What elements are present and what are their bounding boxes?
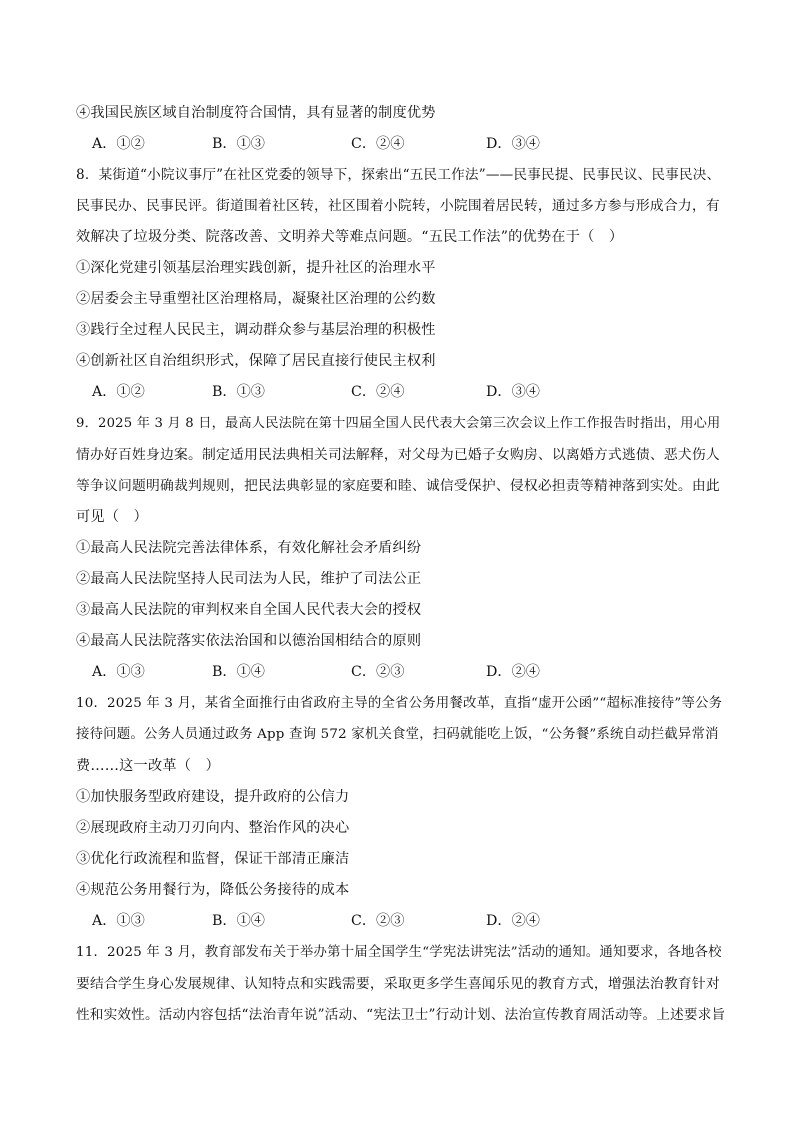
- q9-stem-line-3: 等争议问题明确裁判规则，把民法典彰显的家庭要和睦、诚信受保护、侵权必担责等精神落到实处。由此: [76, 478, 720, 494]
- q8-stem-line-1: 8．某街道“小院议事厅”在社区党委的领导下，探索出“五民工作法”——民事民提、民事民议、民事民决、: [76, 167, 721, 183]
- q9-stem-line-1: 9．2025 年 3 月 8 日，最高人民法院在第十四届全国人民代表大会第三次会议上作工作报告时指出，用心用: [76, 416, 721, 431]
- option-d: D．③④: [486, 384, 540, 400]
- q8-statement-3: ③践行全过程人民民主，调动群众参与基层治理的积极性: [76, 322, 436, 338]
- q10-statement-3: ③优化行政流程和监督，保证干部清正廉洁: [76, 851, 350, 867]
- q11-stem-line-3: 性和实效性。活动内容包括“法治青年说”活动、“宪法卫士”行动计划、法治宣传教育周活动等。上述要求旨: [76, 1007, 726, 1023]
- option-d: D．②④: [486, 913, 540, 929]
- option-a: A．①③: [92, 913, 145, 929]
- q8-statement-2: ②居委会主导重塑社区治理格局，凝聚社区治理的公约数: [76, 291, 436, 307]
- q10-stem-line-2: 接待问题。公务人员通过政务 App 查询 572 家机关食堂，扫码就能吃上饭，“公务餐”系统自动拦截异常消: [76, 727, 719, 742]
- option-d: D．③④: [486, 136, 540, 152]
- q9-stem-line-2: 情办好百姓身边案。制定适用民法典相关司法解释，对父母为已婚子女购房、以离婚方式逃债、恶犬伤人: [76, 447, 720, 463]
- q10-stem-line-1: 10．2025 年 3 月，某省全面推行由省政府主导的全省公务用餐改革，直指“虚开公函”“超标准接待”等公务: [76, 696, 723, 711]
- option-c: C．②④: [351, 384, 405, 400]
- q7-options: [92, 134, 652, 154]
- option-c: C．②④: [351, 136, 405, 152]
- q9-stem-line-4: 可见（ ）: [76, 509, 148, 525]
- q11-stem-line-2: 要结合学生身心发展规律、认知特点和实践需要，采取更多学生喜闻乐见的教育方式，增强法治教育针对: [76, 976, 720, 992]
- q8-stem-line-3: 效解决了垃圾分类、院落改善、文明养犬等难点问题。“五民工作法”的优势在于（ ）: [76, 229, 624, 245]
- option-b: B．①③: [212, 136, 265, 152]
- q10-stem-line-3: 费……这一改革（ ）: [76, 758, 220, 774]
- q10-statement-2: ②展现政府主动刀刃向内、整治作风的决心: [76, 820, 350, 836]
- q9-statement-2: ②最高人民法院坚持人民司法为人民，维护了司法公正: [76, 571, 422, 587]
- q8-options: [92, 382, 652, 402]
- q10-options: [92, 911, 652, 931]
- q8-stem-line-2: 民事民办、民事民评。街道围着社区转，社区围着小院转，小院围着居民转，通过多方参与形成合力，有: [76, 198, 720, 214]
- q9-options: [92, 662, 652, 682]
- option-a: A．①②: [92, 136, 145, 152]
- option-a: A．①③: [92, 664, 145, 680]
- q9-statement-3: ③最高人民法院的审判权来自全国人民代表大会的授权: [76, 602, 422, 618]
- option-a: A．①②: [92, 384, 145, 400]
- q9-statement-1: ①最高人民法院完善法律体系，有效化解社会矛盾纠纷: [76, 540, 422, 556]
- q8-statement-4: ④创新社区自治组织形式，保障了居民直接行使民主权利: [76, 353, 436, 369]
- option-b: B．①④: [212, 664, 265, 680]
- option-c: C．②③: [351, 913, 405, 929]
- q10-statement-1: ①加快服务型政府建设，提升政府的公信力: [76, 789, 350, 805]
- option-d: D．②④: [486, 664, 540, 680]
- q8-statement-1: ①深化党建引领基层治理实践创新，提升社区的治理水平: [76, 260, 436, 276]
- option-b: B．①④: [212, 913, 265, 929]
- q11-stem-line-1: 11．2025 年 3 月，教育部发布关于举办第十届全国学生“学宪法讲宪法”活动的通知。通知要求，各地各校: [76, 945, 722, 960]
- q9-statement-4: ④最高人民法院落实依法治国和以德治国相结合的原则: [76, 633, 422, 649]
- option-c: C．②③: [351, 664, 405, 680]
- q7-statement-4: ④我国民族区域自治制度符合国情，具有显著的制度优势: [76, 105, 436, 121]
- q10-statement-4: ④规范公务用餐行为，降低公务接待的成本: [76, 882, 350, 898]
- option-b: B．①③: [212, 384, 265, 400]
